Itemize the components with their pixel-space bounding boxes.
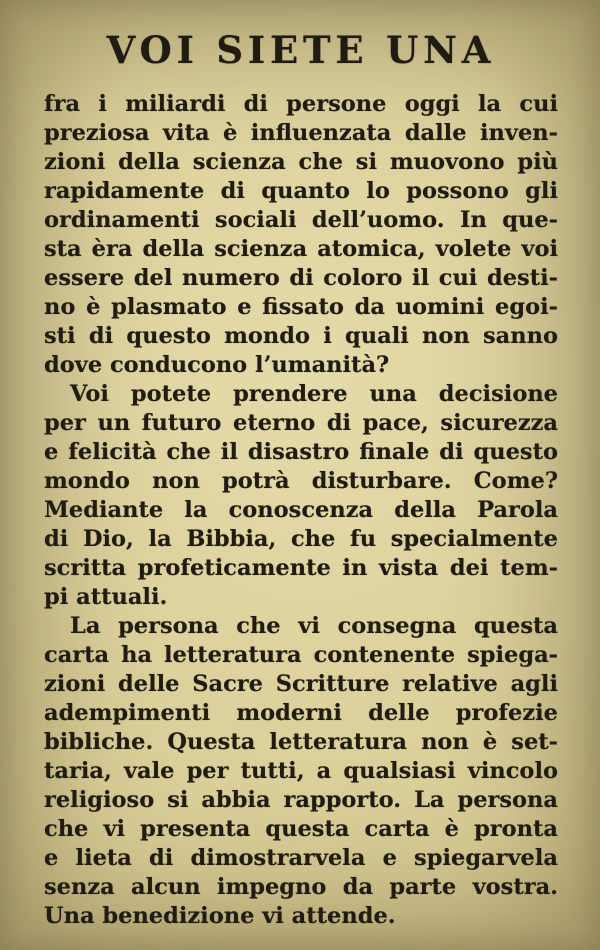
text-line: no è plasmato e fissato da uomini egoi- (44, 294, 558, 320)
text-line: senza alcun impegno da parte vostra. (44, 874, 558, 900)
text-line: e lieta di dimostrarvela e spiegarvela (44, 845, 558, 871)
text-line: Voi potete prendere una decisione (70, 381, 558, 407)
text-line: sta èra della scienza atomica, volete voi (44, 236, 558, 262)
text-line: taria, vale per tutti, a qualsiasi vincolo (44, 758, 558, 784)
text-line: rapidamente di quanto lo possono gli (44, 178, 558, 204)
paragraph (44, 612, 558, 931)
text-line: dove conducono l’umanità? (44, 352, 390, 378)
text-line: di Dio, la Bibbia, che fu specialmente (44, 526, 558, 552)
text-line: zioni della scienza che si muovono più (44, 149, 558, 175)
text-line: scritta profeticamente in vista dei tem- (44, 555, 558, 581)
text-line: e felicità che il disastro finale di questo (44, 439, 558, 465)
text-line: Mediante la conoscenza della Parola (44, 497, 558, 523)
text-line: bibliche. Questa letteratura non è set- (44, 729, 558, 755)
text-line: mondo non potrà disturbare. Come? (44, 468, 558, 494)
text-line: fra i miliardi di persone oggi la cui (44, 91, 558, 117)
text-line: La persona che vi consegna questa (70, 613, 558, 639)
text-line: Una benedizione vi attende. (44, 903, 396, 929)
paragraph (44, 380, 558, 612)
text-line: carta ha letteratura contenente spiega- (44, 642, 558, 668)
paragraph (44, 90, 558, 380)
text-line: sti di questo mondo i quali non sanno (44, 323, 558, 349)
text-line: preziosa vita è influenzata dalle inven- (44, 120, 558, 146)
text-line: ordinamenti sociali dell’uomo. In que- (44, 207, 558, 233)
text-line: che vi presenta questa carta è pronta (44, 816, 558, 842)
text-line: zioni delle Sacre Scritture relative agli (44, 671, 558, 697)
page-title: VOI SIETE UNA (106, 28, 496, 72)
text-line: religioso si abbia rapporto. La persona (44, 787, 558, 813)
text-line: adempimenti moderni delle profezie (44, 700, 558, 726)
text-line: per un futuro eterno di pace, sicurezza (44, 410, 558, 436)
body-text (44, 90, 558, 931)
text-line: pi attuali. (44, 584, 168, 610)
text-line: essere del numero di coloro il cui desti- (44, 265, 558, 291)
